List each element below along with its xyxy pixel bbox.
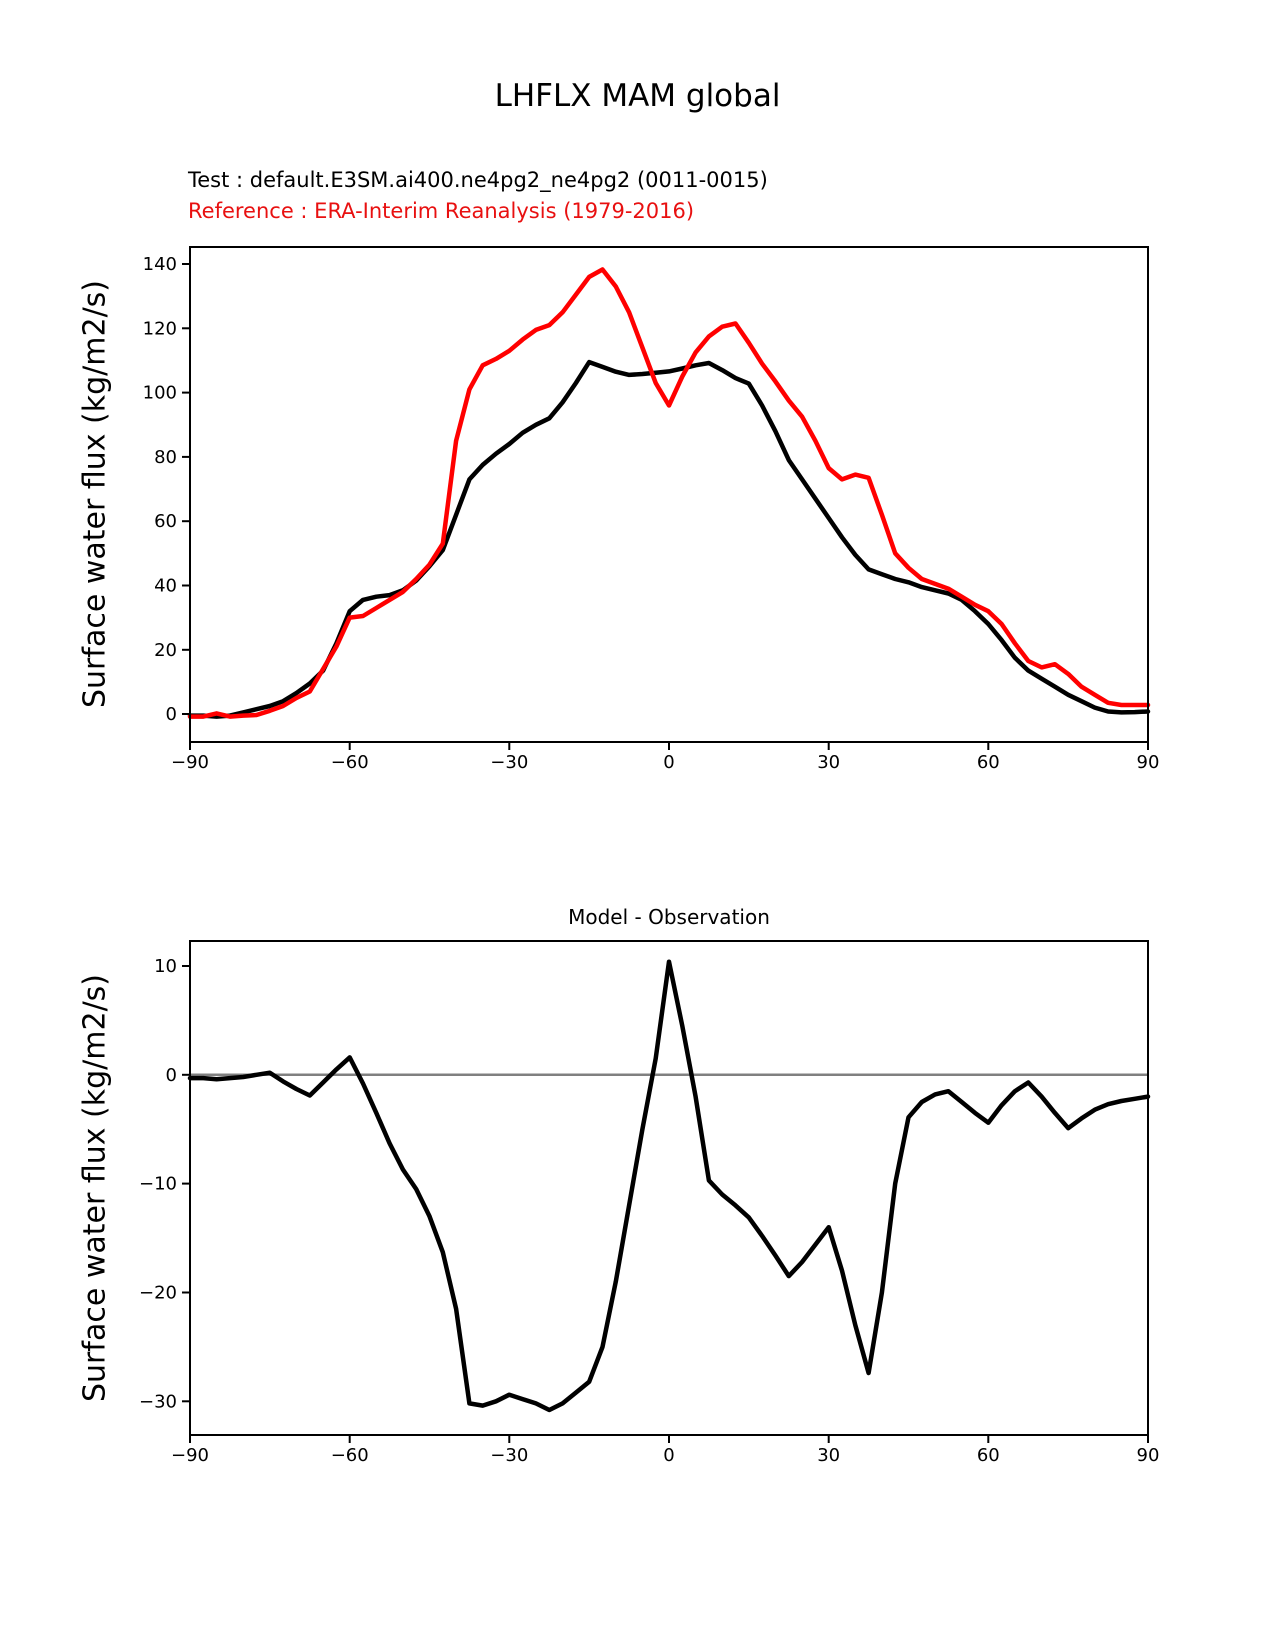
y-tick-label: 20 [154,639,177,661]
axes-spines [190,941,1148,1435]
x-tick-label: 90 [1136,1445,1160,1466]
y-tick-label: −20 [139,1282,177,1304]
difference-line [190,962,1148,1410]
x-tick-label: 30 [817,752,841,773]
y-tick-label: 0 [165,704,177,725]
y-tick-label: 40 [154,575,177,597]
y-tick-label: 60 [154,511,177,533]
reference-line [190,270,1148,717]
x-tick-label: −60 [330,752,369,773]
test-run-label: Test : default.E3SM.ai400.ne4pg2_ne4pg2 (0011-0015) [188,168,768,192]
y-tick-label: 100 [142,382,177,404]
axes-spines [190,247,1148,742]
x-tick-label: −90 [171,1445,209,1466]
y-tick-label: 10 [154,956,177,977]
x-tick-label: −60 [330,1445,369,1466]
y-tick-label: −30 [139,1391,177,1413]
top-plot-y-axis-label: Surface water flux (kg/m2/s) [77,279,113,709]
reference-run-label: Reference : ERA-Interim Reanalysis (1979-2016) [188,199,695,223]
figure-title: LHFLX MAM global [494,78,781,114]
x-tick-label: 90 [1136,752,1160,773]
y-tick-label: 140 [142,254,177,275]
y-tick-label: 80 [154,446,177,468]
y-tick-label: −10 [139,1173,177,1195]
x-tick-label: 30 [817,1445,841,1466]
y-tick-label: 120 [142,318,177,340]
test-line [190,362,1148,716]
x-tick-label: 60 [976,752,1000,773]
x-tick-label: −30 [490,1445,529,1466]
x-tick-label: 0 [663,1445,675,1466]
difference-plot-title: Model - Observation [568,905,770,929]
y-tick-label: 0 [165,1064,177,1086]
x-tick-label: −30 [490,752,529,773]
x-tick-label: 0 [663,752,675,773]
bottom-plot-y-axis-label: Surface water flux (kg/m2/s) [77,973,113,1403]
x-tick-label: −90 [171,752,209,773]
x-tick-label: 60 [976,1445,1000,1466]
